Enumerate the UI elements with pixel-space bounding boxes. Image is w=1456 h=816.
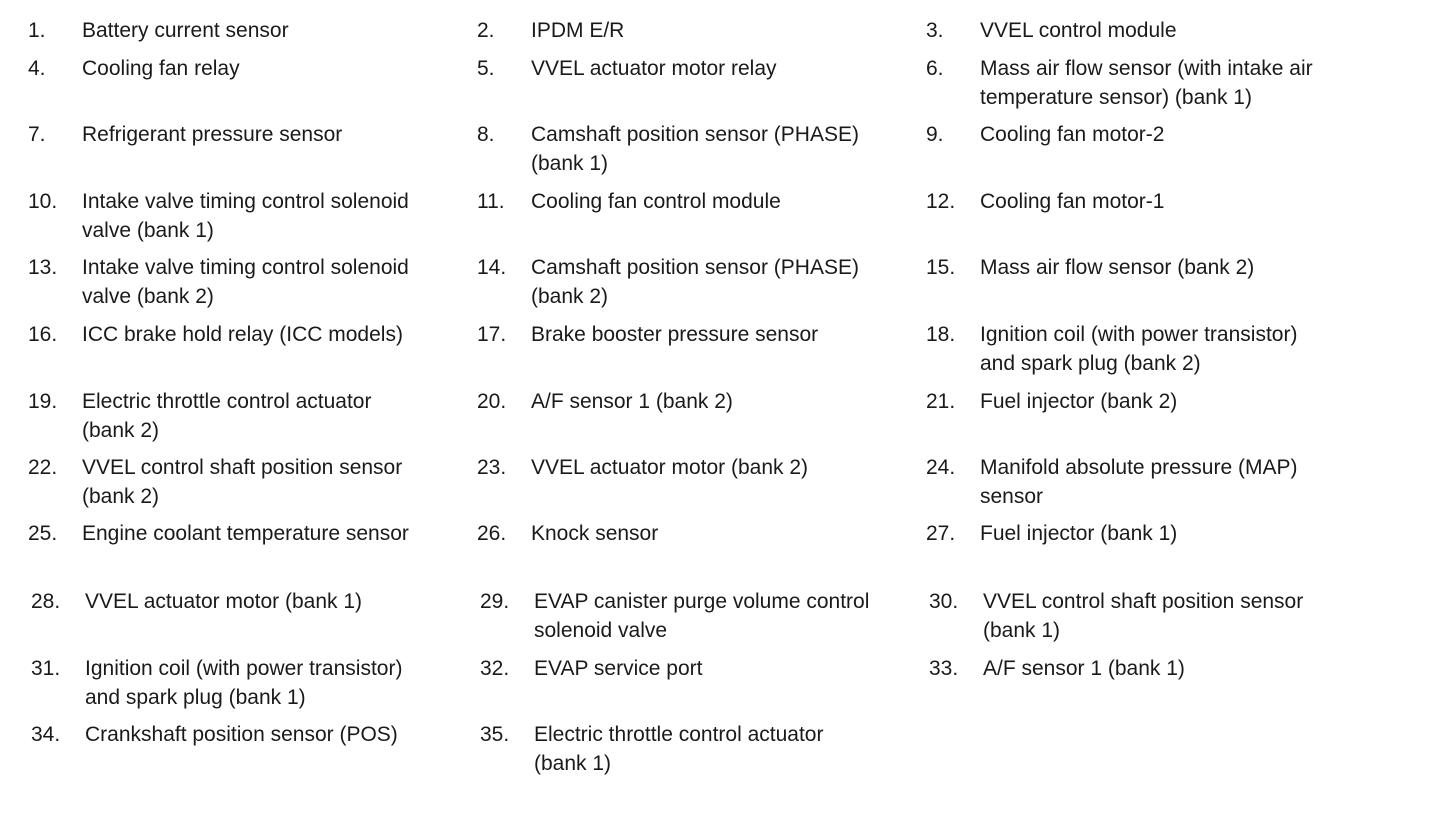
- item-label-line2: solenoid valve: [534, 619, 668, 642]
- item-label-line2: (bank 2): [82, 485, 160, 508]
- item-number: 22.: [28, 456, 58, 479]
- item-label: VVEL actuator motor (bank 1): [85, 590, 363, 613]
- item-number: 9.: [926, 123, 944, 146]
- item-number: 2.: [477, 19, 495, 42]
- item-number: 16.: [28, 323, 58, 346]
- item-label: Cooling fan motor-1: [980, 190, 1165, 213]
- item-label: Battery current sensor: [82, 19, 289, 42]
- item-label: VVEL actuator motor relay: [531, 57, 777, 80]
- item-number: 19.: [28, 390, 58, 413]
- item-label: Camshaft position sensor (PHASE): [531, 123, 859, 146]
- item-label-line2: (bank 1): [531, 152, 609, 175]
- item-number: 34.: [31, 723, 61, 746]
- item-label: Ignition coil (with power transistor): [85, 657, 403, 680]
- item-number: 30.: [929, 590, 959, 613]
- item-label: Brake booster pressure sensor: [531, 323, 819, 346]
- item-number: 29.: [480, 590, 510, 613]
- item-label-line2: (bank 1): [534, 752, 612, 775]
- item-label: VVEL control module: [980, 19, 1177, 42]
- item-label: Intake valve timing control solenoid: [82, 256, 409, 279]
- item-label: VVEL control shaft position sensor: [983, 590, 1304, 613]
- item-label: IPDM E/R: [531, 19, 625, 42]
- item-number: 32.: [480, 657, 510, 680]
- item-number: 28.: [31, 590, 61, 613]
- item-label: EVAP canister purge volume control: [534, 590, 870, 613]
- item-label: Manifold absolute pressure (MAP): [980, 456, 1298, 479]
- item-label-line2: temperature sensor) (bank 1): [980, 86, 1252, 109]
- item-number: 27.: [926, 522, 956, 545]
- item-number: 33.: [929, 657, 959, 680]
- item-label: Cooling fan motor-2: [980, 123, 1165, 146]
- item-label-line2: and spark plug (bank 1): [85, 686, 306, 709]
- item-label: Electric throttle control actuator: [534, 723, 824, 746]
- item-label: Electric throttle control actuator: [82, 390, 372, 413]
- item-label-line2: valve (bank 1): [82, 219, 214, 242]
- item-number: 3.: [926, 19, 944, 42]
- item-label: ICC brake hold relay (ICC models): [82, 323, 403, 346]
- item-number: 10.: [28, 190, 58, 213]
- item-number: 12.: [926, 190, 956, 213]
- item-number: 35.: [480, 723, 510, 746]
- item-label: Crankshaft position sensor (POS): [85, 723, 398, 746]
- item-number: 18.: [926, 323, 956, 346]
- item-number: 4.: [28, 57, 46, 80]
- item-number: 17.: [477, 323, 507, 346]
- item-label: EVAP service port: [534, 657, 703, 680]
- item-number: 6.: [926, 57, 944, 80]
- item-number: 15.: [926, 256, 956, 279]
- item-number: 20.: [477, 390, 507, 413]
- item-label-line2: sensor: [980, 485, 1044, 508]
- item-number: 31.: [31, 657, 61, 680]
- item-label: Refrigerant pressure sensor: [82, 123, 343, 146]
- item-label: VVEL control shaft position sensor: [82, 456, 403, 479]
- item-label: Cooling fan control module: [531, 190, 781, 213]
- item-label: VVEL actuator motor (bank 2): [531, 456, 809, 479]
- item-label: A/F sensor 1 (bank 1): [983, 657, 1185, 680]
- item-label-line2: (bank 1): [983, 619, 1061, 642]
- item-number: 7.: [28, 123, 46, 146]
- item-label-line2: (bank 2): [531, 285, 609, 308]
- item-label: Intake valve timing control solenoid: [82, 190, 409, 213]
- item-number: 24.: [926, 456, 956, 479]
- item-number: 14.: [477, 256, 507, 279]
- item-number: 23.: [477, 456, 507, 479]
- item-label: Fuel injector (bank 1): [980, 522, 1178, 545]
- item-number: 11.: [477, 190, 505, 213]
- item-label: Engine coolant temperature sensor: [82, 522, 409, 545]
- item-label-line2: (bank 2): [82, 419, 160, 442]
- item-label: Knock sensor: [531, 522, 659, 545]
- item-label-line2: valve (bank 2): [82, 285, 214, 308]
- item-label: Cooling fan relay: [82, 57, 240, 80]
- item-number: 1.: [28, 19, 46, 42]
- item-label: Mass air flow sensor (bank 2): [980, 256, 1255, 279]
- item-label: Fuel injector (bank 2): [980, 390, 1178, 413]
- item-label-line2: and spark plug (bank 2): [980, 352, 1201, 375]
- item-number: 25.: [28, 522, 58, 545]
- item-number: 26.: [477, 522, 507, 545]
- item-number: 5.: [477, 57, 495, 80]
- item-number: 21.: [926, 390, 956, 413]
- item-number: 8.: [477, 123, 495, 146]
- item-label: A/F sensor 1 (bank 2): [531, 390, 733, 413]
- item-label: Ignition coil (with power transistor): [980, 323, 1298, 346]
- item-number: 13.: [28, 256, 58, 279]
- item-label: Camshaft position sensor (PHASE): [531, 256, 859, 279]
- item-label: Mass air flow sensor (with intake air: [980, 57, 1313, 80]
